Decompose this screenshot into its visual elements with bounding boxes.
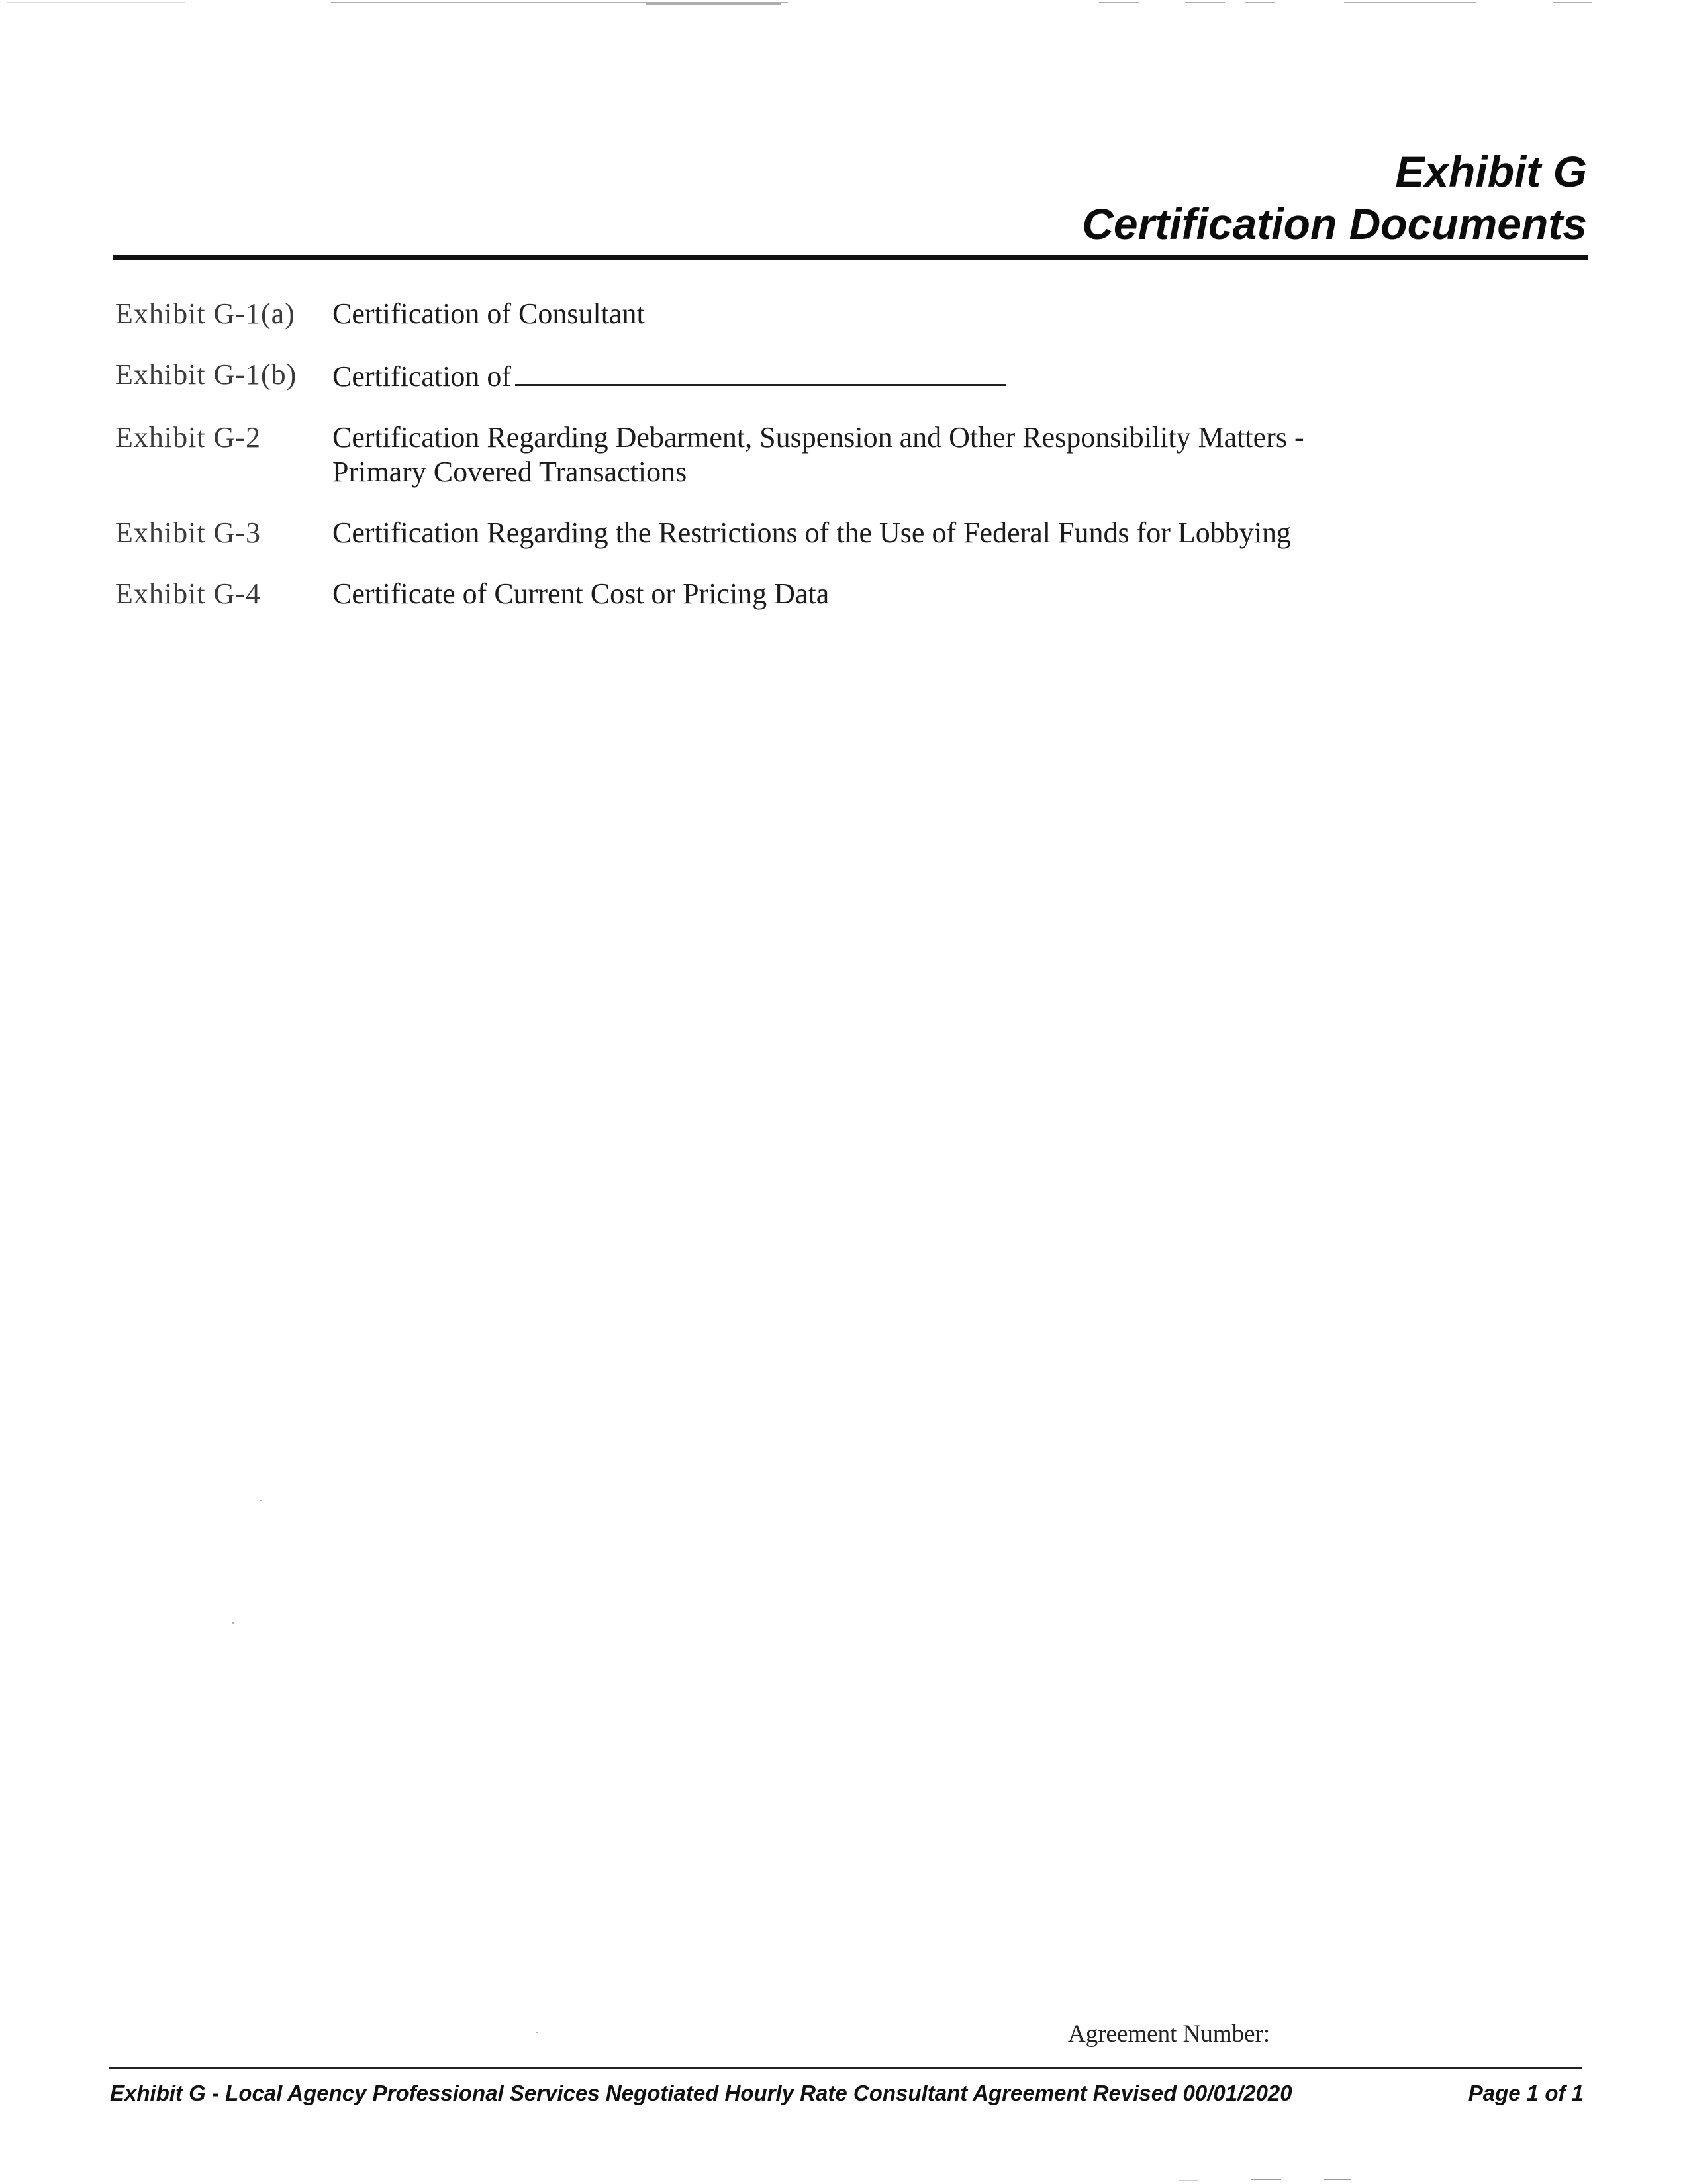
page-footer (110, 2081, 1584, 2106)
exhibit-description-text: Certification of (332, 360, 512, 393)
exhibit-description: Certification Regarding the Restrictions of the Use of Federal Funds for Lobbying (332, 517, 1292, 549)
agreement-number-label: Agreement Number: (1068, 2020, 1271, 2048)
exhibit-description-line2: Primary Covered Transactions (332, 456, 687, 488)
exhibit-id: Exhibit G-4 (115, 577, 261, 610)
scan-speck (260, 1500, 262, 1501)
exhibit-description (332, 358, 1506, 394)
exhibit-id: Exhibit G-1(a) (115, 297, 295, 330)
footer-divider (109, 2067, 1582, 2069)
list-item (115, 577, 1506, 611)
exhibit-id: Exhibit G-2 (115, 421, 261, 454)
footer-text: Exhibit G - Local Agency Professional Services Negotiated Hourly Rate Consultant Agreement Revised 00/01/2020 (110, 2081, 1292, 2105)
list-item (115, 297, 1506, 331)
fill-in-blank[interactable] (515, 358, 1006, 386)
document-header (1082, 146, 1587, 250)
exhibit-id: Exhibit G-1(b) (115, 358, 297, 391)
list-item (115, 421, 1506, 489)
exhibit-description-line1: Certification Regarding Debarment, Suspension and Other Responsibility Matters - (332, 421, 1304, 454)
exhibit-description: Certification of Consultant (332, 297, 645, 330)
list-item (115, 358, 1506, 394)
page-number: Page 1 of 1 (1468, 2081, 1584, 2105)
exhibit-description (332, 421, 1506, 489)
scan-artifacts-top (0, 0, 1685, 8)
exhibit-subtitle: Certification Documents (1082, 199, 1587, 248)
exhibit-list (115, 297, 1506, 638)
header-divider (113, 255, 1588, 260)
scan-speck (232, 1622, 234, 1624)
exhibit-description: Certificate of Current Cost or Pricing Data (332, 577, 830, 610)
scan-speck (536, 2032, 538, 2033)
list-item (115, 516, 1506, 550)
exhibit-title: Exhibit G (1395, 147, 1587, 196)
exhibit-id: Exhibit G-3 (115, 517, 261, 549)
